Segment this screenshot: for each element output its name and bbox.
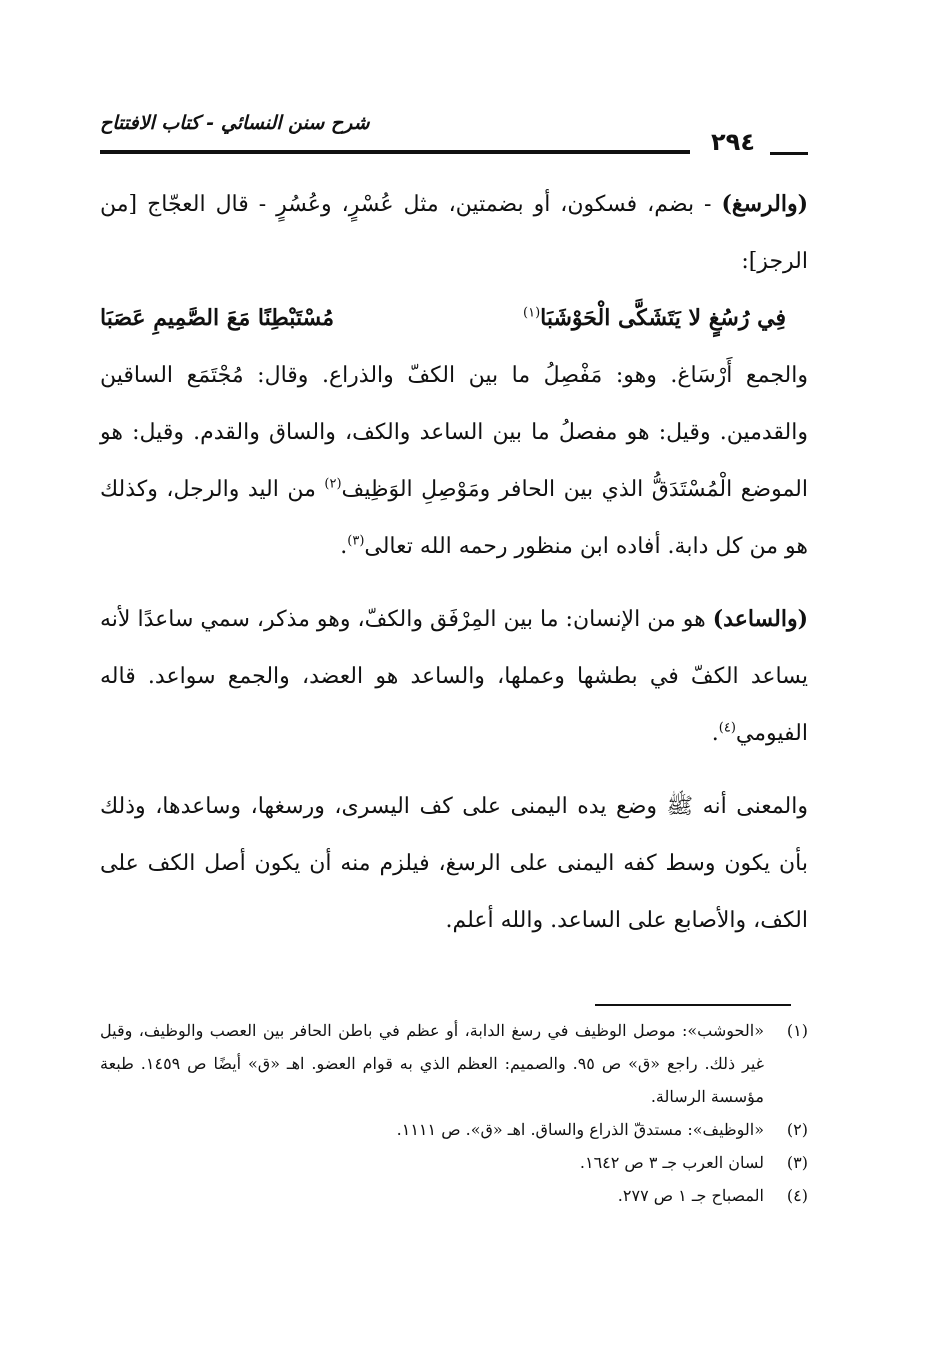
paragraph-arsagh-text-c: . (340, 534, 348, 559)
footnote-number: (٢) (786, 1120, 808, 1139)
verse-second-hemistich: مُسْتَبْطِنًا مَعَ الصَّمِيمِ عَصَبَا (100, 305, 334, 331)
paragraph-saed (100, 591, 808, 762)
footnote-ref-1[interactable]: (١) (523, 305, 541, 321)
paragraph-rusgh-text: - بضم، فسكون، أو بضمتين، مثل عُسْرٍ، وعُسُرٍ - قال العجّاج [من الرجز]: (100, 192, 808, 274)
footnote-3 (100, 1146, 808, 1179)
footnote-text: «الحوشب»: موصل الوظيف في رسغ الدابة، أو عظم في باطن الحافر بين العصب والوظيف، وقيل غير ذلك. راجع «ق» ص ٩٥. والصميم: العظم الذي به قوام العضو. اهـ «ق» أيضًا ص ١٤٥٩. طبعة مؤسسة الرسالة. (100, 1021, 765, 1106)
term-saed: (والساعد) (712, 606, 808, 632)
page-number-dash (770, 152, 808, 155)
term-rusgh: (والرسغ) (721, 191, 808, 217)
footnote-2 (100, 1113, 808, 1146)
paragraph-arsagh-text-b: من اليد والرجل، وكذلك هو من كل دابة. أفاده ابن منظور رحمه الله تعالى (100, 477, 808, 559)
paragraph-rusgh (100, 176, 808, 290)
footnote-number: (١) (786, 1021, 808, 1040)
paragraph-arsagh-text-a: والجمع أَرْسَاغ. وهو: مَفْصِلُ ما بين الكفّ والذراع. وقال: مُجْتَمَع الساقين والقدمين. وقيل: هو مفصلُ ما بين الساعد والكف، والساق والقدم. وقيل: هو الموضع الْمُسْتَدَقُّ الذي بين الحافر ومَوْصِلِ الوَظِيف (100, 363, 808, 502)
footnote-4 (100, 1179, 808, 1212)
verse-first-hemistich (523, 290, 786, 347)
footnote-number: (٤) (786, 1186, 808, 1205)
footnote-text: لسان العرب جـ ٣ ص ١٦٤٢. (579, 1153, 764, 1172)
running-header-title: شرح سنن النسائي - كتاب الافتتاح (100, 112, 370, 134)
footnote-text: المصباح جـ ١ ص ٢٧٧. (617, 1186, 764, 1205)
footnotes (100, 1014, 808, 1212)
paragraph-saed-text-a: هو من الإنسان: ما بين المِرْفَق والكفّ، وهو مذكر، سمي ساعدًا لأنه يساعد الكفّ في بطشها وعملها، والساعد هو العضد، والجمع سواعد. قاله الفيومي (100, 607, 808, 746)
footnote-number: (٣) (786, 1153, 808, 1172)
verse-first-hemistich-text: فِي رُسُغٍ لا يَتَشَكَّى الْحَوْشَبَا (540, 305, 786, 331)
footnote-ref-2[interactable]: (٢) (324, 476, 342, 492)
footnote-ref-4[interactable]: (٤) (718, 720, 736, 736)
footnote-1 (100, 1014, 808, 1113)
footnote-separator (595, 1004, 791, 1006)
page-number: ٢٩٤ (711, 128, 755, 156)
paragraph-saed-text-b: . (711, 721, 719, 746)
main-text (100, 176, 808, 949)
paragraph-meaning: والمعنى أنه ﷺ وضع يده اليمنى على كف اليسرى، ورسغها، وساعدها، وذلك بأن يكون وسط كفه اليمنى على الرسغ، فيلزم منه أن يكون أصل الكف على الكف، والأصابع على الساعد. والله أعلم. (100, 794, 808, 933)
header-rule (100, 150, 690, 154)
poetry-verse (100, 290, 808, 347)
footnote-ref-3[interactable]: (٣) (347, 533, 365, 549)
footnote-text: «الوظيف»: مستدقّ الذراع والساق. اهـ «ق». ص ١١١١. (396, 1120, 764, 1139)
paragraph-arsagh (100, 347, 808, 575)
